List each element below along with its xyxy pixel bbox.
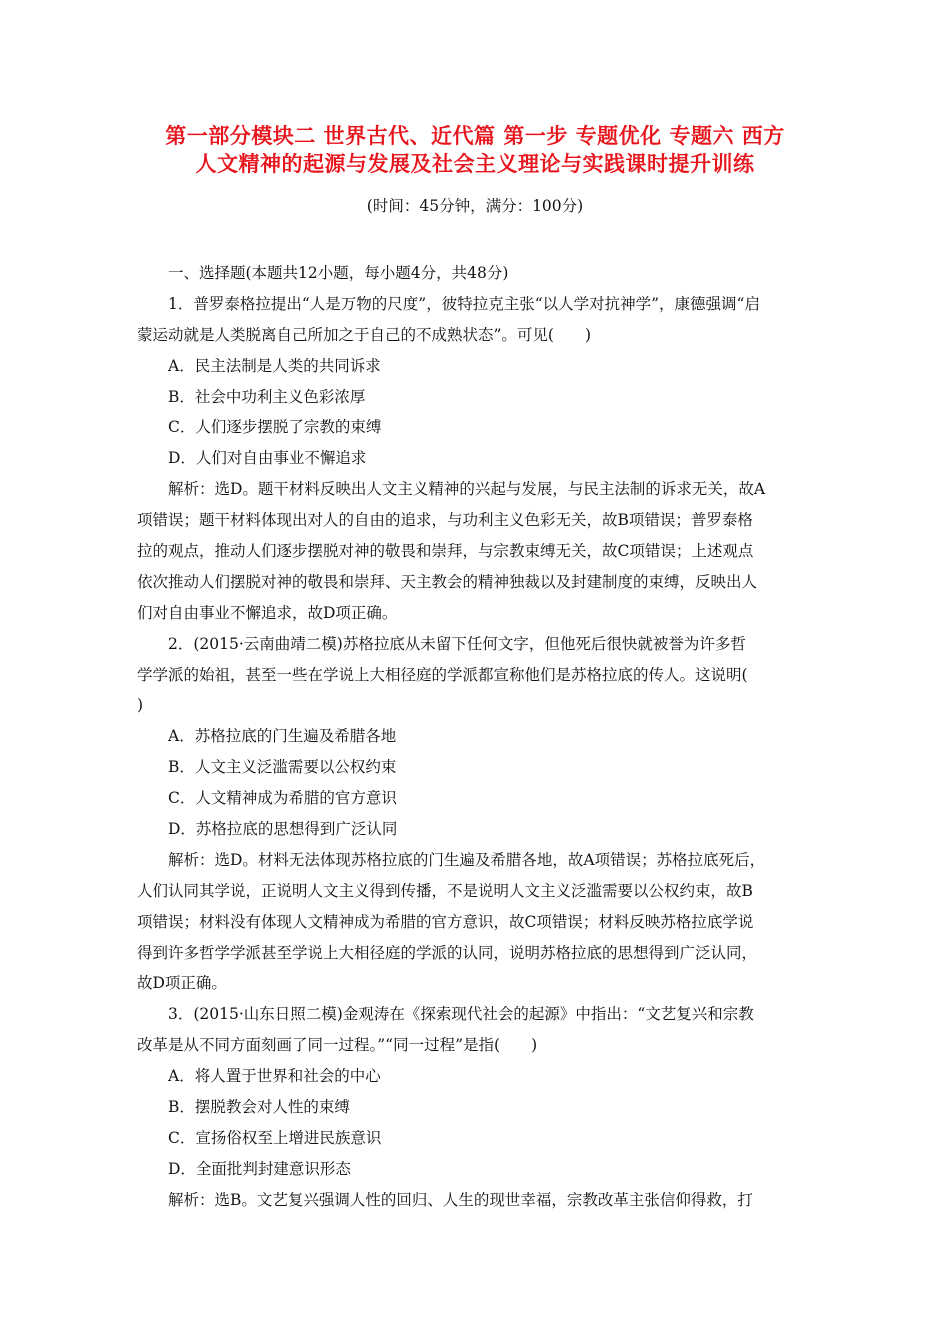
document-title-line-2: 人文精神的起源与发展及社会主义理论与实践课时提升训练: [195, 151, 755, 176]
analysis-line: 人们认同其学说，正说明人文主义得到传播，不是说明人文主义泛滥需要以公权约束，故B: [137, 881, 753, 900]
analysis-line: 项错误；题干材料体现出对人的自由的追求，与功利主义色彩无关，故B项错误；普罗泰格: [137, 511, 753, 530]
analysis-line: 解析：选D。题干材料反映出人文主义精神的兴起与发展，与民主法制的诉求无关，故A: [168, 480, 766, 499]
document-title-line-1: 第一部分模块二 世界古代、近代篇 第一步 专题优化 专题六 西方: [165, 123, 785, 148]
question-stem-line: ): [137, 696, 144, 715]
answer-option-b: B．摆脱教会对人性的束缚: [168, 1098, 350, 1117]
answer-option-a: A．苏格拉底的门生遍及希腊各地: [168, 727, 397, 746]
question-stem-line: 1．普罗泰格拉提出“人是万物的尺度”，彼特拉克主张“以人学对抗神学”，康德强调“启: [168, 294, 760, 313]
answer-option-b: B．人文主义泛滥需要以公权约束: [168, 758, 397, 777]
answer-option-d: D．全面批判封建意识形态: [168, 1159, 351, 1178]
section-heading: 一、选择题(本题共12小题，每小题4分，共48分): [168, 264, 509, 282]
analysis-line: 拉的观点，推动人们逐步摆脱对神的敬畏和崇拜，与宗教束缚无关，故C项错误；上述观点: [137, 542, 754, 561]
question-3: [137, 999, 815, 1215]
analysis-line: 依次推动人们摆脱对神的敬畏和崇拜、天主教会的精神独裁以及封建制度的束缚，反映出人: [137, 572, 758, 591]
answer-option-d: D．人们对自由事业不懈追求: [168, 449, 367, 468]
analysis-line: 项错误；材料没有体现人文精神成为希腊的官方意识，故C项错误；材料反映苏格拉底学说: [137, 912, 754, 931]
analysis-line: 们对自由事业不懈追求，故D项正确。: [137, 603, 398, 622]
answer-option-c: C．人们逐步摆脱了宗教的束缚: [168, 418, 382, 437]
analysis-line: 故D项正确。: [137, 974, 227, 993]
question-stem-line: 2．(2015·云南曲靖二模)苏格拉底从未留下任何文字，但他死后很快就被誉为许多哲: [168, 634, 746, 653]
answer-option-a: A．民主法制是人类的共同诉求: [168, 356, 381, 375]
answer-option-c: C．宣扬俗权至上增进民族意识: [168, 1128, 382, 1147]
answer-option-a: A．将人置于世界和社会的中心: [168, 1067, 381, 1086]
question-stem-line: 改革是从不同方面刻画了同一过程。”“同一过程”是指( ): [137, 1036, 538, 1055]
question-stem-line: 蒙运动就是人类脱离自己所加之于自己的不成熟状态”。可见( ): [137, 325, 592, 344]
question-1: [137, 289, 815, 629]
answer-option-b: B．社会中功利主义色彩浓厚: [168, 387, 366, 406]
time-score-info: (时间：45分钟，满分：100分): [366, 197, 584, 215]
analysis-line: 解析：选B。文艺复兴强调人性的回归、人生的现世幸福，宗教改革主张信仰得救，打: [168, 1190, 753, 1209]
analysis-line: 得到许多哲学学派甚至学说上大相径庭的学派的认同，说明苏格拉底的思想得到广泛认同，: [137, 943, 758, 962]
analysis-line: 解析：选D。材料无法体现苏格拉底的门生遍及希腊各地，故A项错误；苏格拉底死后，: [168, 850, 766, 869]
answer-option-c: C．人文精神成为希腊的官方意识: [168, 789, 397, 808]
question-2: [137, 629, 815, 1000]
answer-option-d: D．苏格拉底的思想得到广泛认同: [168, 820, 398, 839]
question-stem-line: 学学派的始祖，甚至一些在学说上大相径庭的学派都宣称他们是苏格拉底的传人。这说明(: [137, 665, 748, 684]
question-stem-line: 3．(2015·山东日照二模)金观涛在《探索现代社会的起源》中指出：“文艺复兴和宗教: [168, 1005, 754, 1024]
document-body: [137, 258, 815, 1216]
